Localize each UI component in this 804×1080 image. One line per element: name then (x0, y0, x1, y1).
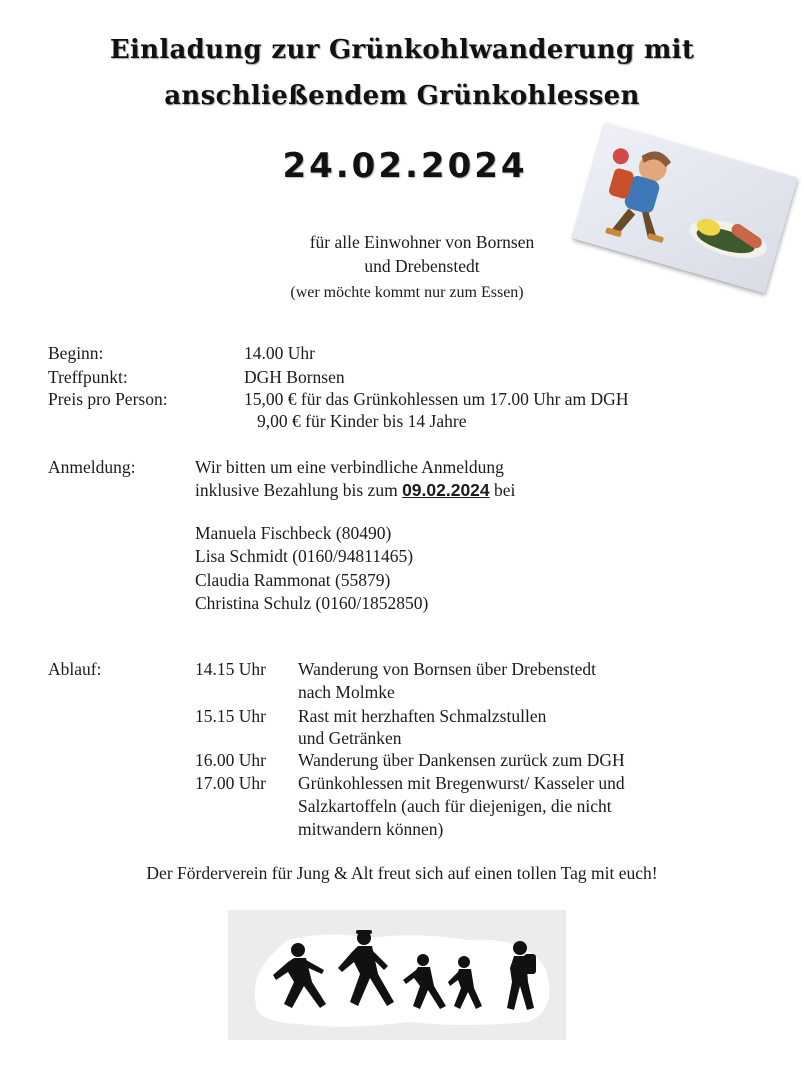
meeting-label: Treffpunkt: (48, 367, 128, 387)
closing-message: Der Förderverein für Jung & Alt freut sich auf einen tollen Tag mit euch! (146, 863, 658, 883)
event-date: 24.02.2024 (282, 146, 528, 186)
audience-note: (wer möchte kommt nur zum Essen) (290, 284, 524, 301)
contact-item: Christina Schulz (0160/1852850) (195, 593, 429, 613)
schedule-text: und Getränken (298, 728, 402, 748)
schedule-text: Wanderung von Bornsen über Drebenstedt (298, 659, 596, 679)
registration-line-2 (195, 479, 515, 501)
schedule-time: 15.15 Uhr (195, 706, 266, 726)
schedule-time: 16.00 Uhr (195, 750, 266, 770)
walkers-silhouette-image (228, 910, 566, 1040)
contact-item: Claudia Rammonat (55879) (195, 570, 391, 590)
title-line-2: anschließendem Grünkohlessen (164, 81, 640, 111)
schedule-text: Grünkohlessen mit Bregenwurst/ Kasseler und (298, 773, 625, 793)
audience-line-1: für alle Einwohner von Bornsen (309, 232, 535, 252)
schedule-text: nach Molmke (298, 682, 395, 702)
registration-line-1: Wir bitten um eine verbindliche Anmeldung (195, 457, 504, 477)
schedule-time: 17.00 Uhr (195, 773, 266, 793)
registration-suffix: bei (489, 480, 516, 500)
schedule-time: 14.15 Uhr (195, 659, 266, 679)
begin-label: Beginn: (48, 343, 104, 363)
registration-label: Anmeldung: (48, 457, 136, 477)
price-label: Preis pro Person: (48, 389, 168, 409)
schedule-text: mitwandern können) (298, 819, 444, 839)
price-adult: 15,00 € für das Grünkohlessen um 17.00 Uhr am DGH (244, 389, 629, 409)
registration-deadline: 09.02.2024 (402, 480, 490, 500)
schedule-text: Rast mit herzhaften Schmalzstullen (298, 706, 547, 726)
meeting-value: DGH Bornsen (244, 367, 345, 387)
contact-item: Lisa Schmidt (0160/94811465) (195, 546, 414, 566)
title-line-1: Einladung zur Grünkohlwanderung mit (109, 35, 695, 65)
contact-item: Manuela Fischbeck (80490) (195, 523, 392, 543)
audience-line-2: und Drebenstedt (364, 256, 480, 276)
registration-prefix: inklusive Bezahlung bis zum (195, 480, 403, 500)
schedule-text: Wanderung über Dankensen zurück zum DGH (298, 750, 625, 770)
walkers-icon (228, 910, 566, 1040)
price-child: 9,00 € für Kinder bis 14 Jahre (257, 411, 467, 431)
schedule-text: Salzkartoffeln (auch für diejenigen, die nicht (298, 796, 612, 816)
schedule-label: Ablauf: (48, 659, 102, 679)
begin-value: 14.00 Uhr (244, 343, 315, 363)
